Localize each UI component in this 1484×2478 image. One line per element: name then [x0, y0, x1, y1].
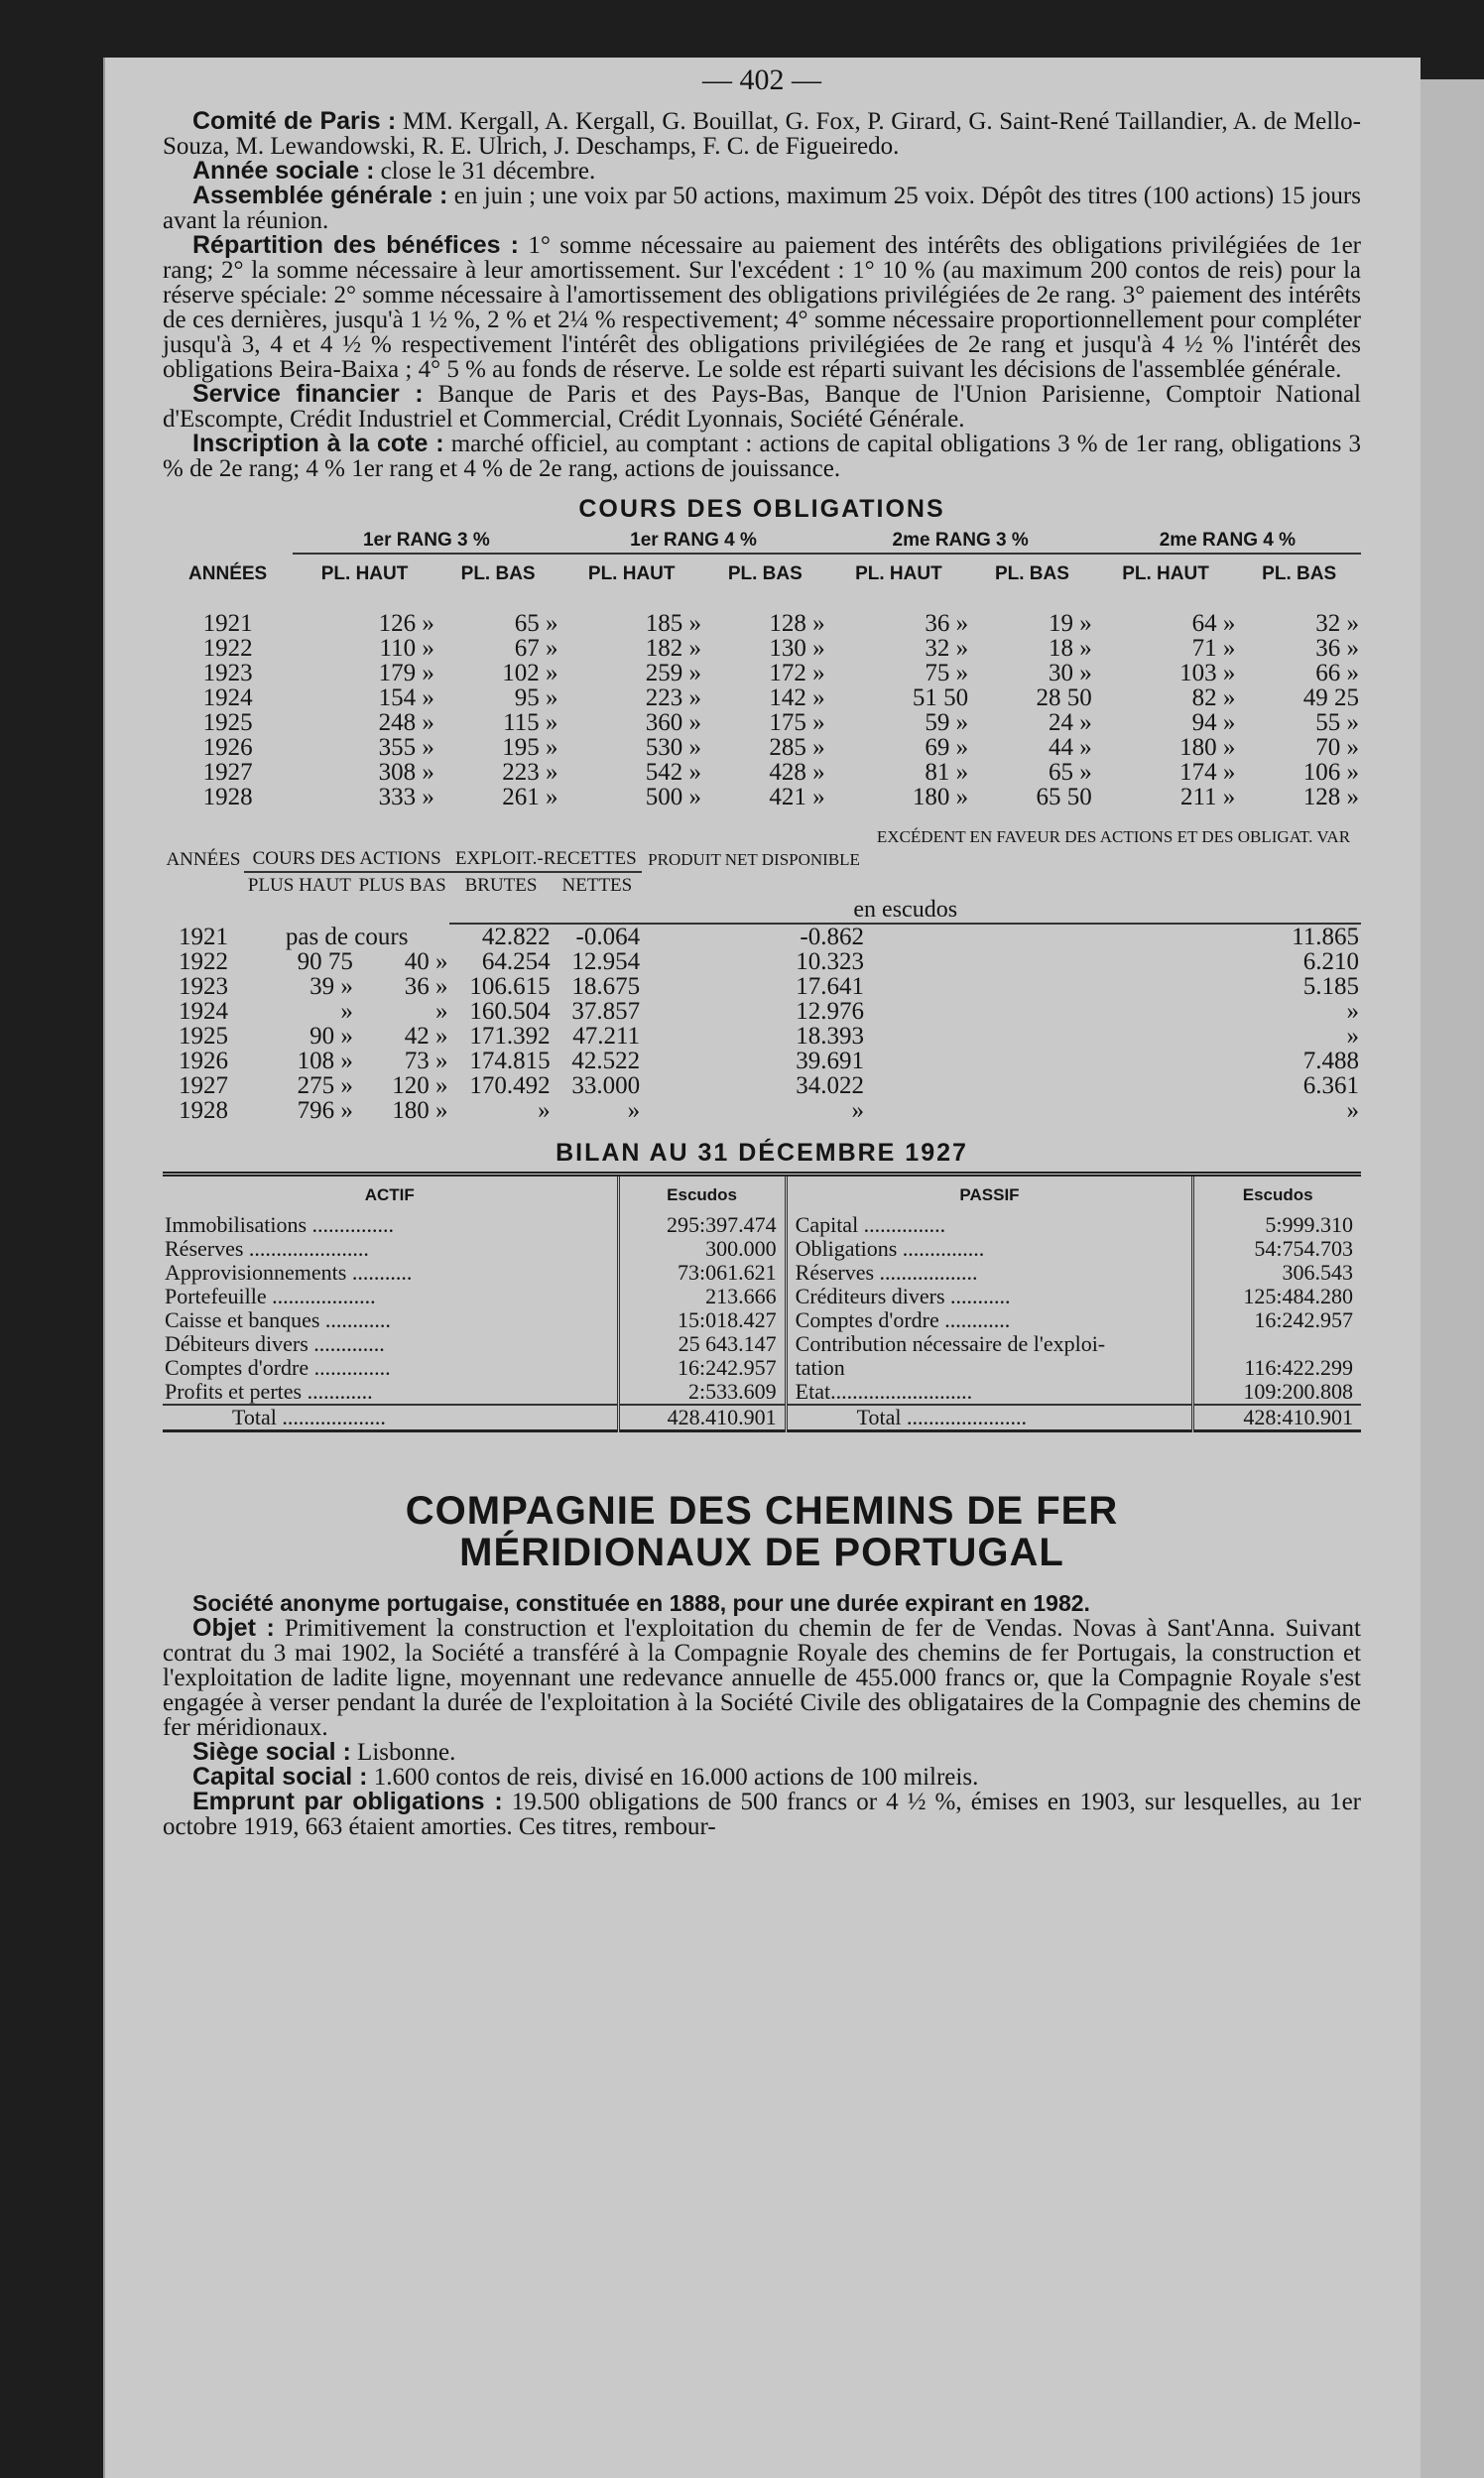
table-cell: 1925 [178, 1023, 228, 1050]
passif-item: Contribution nécessaire de l'exploi- [786, 1332, 1193, 1356]
col-header: PL. BAS [1262, 563, 1337, 584]
table-cell: 36 » [925, 610, 969, 637]
table-cell: 69 » [925, 734, 969, 761]
table-row [163, 1098, 1361, 1123]
excedent-header: EXCÉDENT EN FAVEUR DES ACTIONS ET DES OBLIGAT. VAR [876, 827, 1351, 846]
table-cell: » [340, 998, 353, 1025]
table-cell: 66 » [1315, 660, 1359, 686]
table-cell: 11.865 [1292, 924, 1359, 950]
table-row [163, 1356, 1361, 1380]
table-cell: 18.675 [571, 973, 641, 1000]
table-cell: » [1346, 998, 1359, 1025]
capital-paragraph: Capital social : 1.600 contos de reis, divisé en 16.000 actions de 100 milreis. [192, 1763, 979, 1791]
table-cell: 1928 [178, 1097, 228, 1124]
actif-value: 2:533.609 [618, 1380, 786, 1405]
passif-item: Obligations ............... [786, 1237, 1193, 1261]
table-cell: » [627, 1097, 641, 1124]
table-cell: 73 » [404, 1048, 448, 1074]
table-cell: 1924 [202, 684, 253, 711]
total-value: 428.410.901 [618, 1405, 786, 1431]
table-cell: 7.488 [1302, 1048, 1359, 1074]
col-header: NETTES [561, 875, 633, 896]
table-cell: pas de cours [285, 923, 409, 950]
table-cell: 130 » [769, 635, 825, 662]
actif-header: ACTIF [364, 1185, 415, 1204]
table-row [163, 661, 1361, 685]
table-cell: 33.000 [571, 1072, 641, 1099]
actif-value: 15:018.427 [618, 1308, 786, 1332]
table-cell: 180 » [912, 784, 969, 810]
table-cell: 82 » [1191, 684, 1236, 711]
table-row [163, 1285, 1361, 1308]
col-header: PL. BAS [994, 563, 1069, 584]
table-cell: 106.615 [469, 973, 551, 1000]
table-cell: 32 » [1315, 610, 1359, 637]
table-cell: 67 » [514, 635, 558, 662]
table-cell: 6.210 [1302, 948, 1359, 975]
table-cell: 175 » [769, 709, 825, 736]
table-cell: 1922 [178, 948, 228, 975]
table-row [163, 1380, 1361, 1405]
table-cell: 1926 [178, 1048, 228, 1074]
table-cell: 42 » [404, 1023, 448, 1050]
inscription-paragraph: Inscription à la cote : marché officiel, au comptant : actions de capital obligations 3 % de 1er rang, obligations 3 % de 2e rang; 4 % 1er rang et 4 % de 2e rang, actions de jouissance. [163, 430, 1361, 482]
col-header: PLUS BAS [358, 875, 446, 896]
table-cell: 1925 [202, 709, 253, 736]
table-cell: 94 » [1191, 709, 1236, 736]
table-cell: 1921 [202, 610, 253, 637]
col-header: BRUTES [464, 875, 538, 896]
table-cell: 1928 [202, 784, 253, 810]
actif-value: 16:242.957 [618, 1356, 786, 1380]
bilan-title: BILAN AU 31 DÉCEMBRE 1927 [556, 1139, 968, 1167]
actif-item: Caisse et banques ............ [165, 1307, 391, 1332]
bilan-table [163, 1172, 1361, 1432]
table-cell: 65 » [514, 610, 558, 637]
table-cell: 211 » [1179, 784, 1236, 810]
table-cell: 275 » [297, 1072, 353, 1099]
table-cell: 44 » [1049, 734, 1092, 761]
table-cell: 110 » [379, 635, 434, 662]
table-cell: 59 » [925, 709, 969, 736]
table-cell: 360 » [645, 709, 701, 736]
actif-value: 73:061.621 [618, 1261, 786, 1285]
siege-paragraph: Siège social : Lisbonne. [192, 1738, 456, 1766]
passif-item: Comptes d'ordre ............ [786, 1308, 1193, 1332]
table-cell: 308 » [378, 759, 434, 786]
table-row [163, 735, 1361, 760]
col-header: COURS DES ACTIONS [244, 846, 450, 872]
table-cell: 174 » [1179, 759, 1236, 786]
table-cell: 542 » [645, 759, 701, 786]
escudos-label: en escudos [449, 898, 1361, 924]
col-header: EXPLOIT.-RECETTES [449, 846, 642, 872]
table-cell: 1923 [178, 973, 228, 1000]
escudos-header: Escudos [618, 1175, 786, 1214]
table-cell: 182 » [645, 635, 701, 662]
passif-value: 16:242.957 [1193, 1308, 1361, 1332]
group-header: 1er RANG 3 % [293, 528, 559, 554]
table-cell: 223 » [645, 684, 701, 711]
col-header: ANNÉES [188, 562, 268, 584]
table-cell: 1926 [202, 734, 253, 761]
col-header: ANNÉES [166, 848, 241, 870]
actif-item: Approvisionnements ........... [165, 1260, 413, 1285]
table-cell: 259 » [645, 660, 701, 686]
col-header: PL. HAUT [855, 563, 942, 584]
table-row [163, 924, 1361, 949]
passif-item: Etat.......................... [786, 1380, 1193, 1405]
total-label: Total ...................... [786, 1405, 1193, 1431]
table-cell: 75 » [925, 660, 969, 686]
table-cell: 128 » [1302, 784, 1359, 810]
table-cell: 17.641 [796, 973, 864, 1000]
actif-item: Profits et pertes ............ [165, 1379, 373, 1404]
table-cell: 47.211 [572, 1023, 641, 1050]
passif-header: PASSIF [786, 1175, 1193, 1214]
table-cell: 128 » [769, 610, 825, 637]
actif-item: Immobilisations ............... [165, 1212, 394, 1237]
table-cell: 142 » [769, 684, 825, 711]
table-cell: 172 » [769, 660, 825, 686]
actif-value: 295:397.474 [618, 1213, 786, 1237]
table-cell: 12.954 [571, 948, 641, 975]
group-header: 2me RANG 3 % [827, 528, 1094, 554]
table-cell: 180 » [392, 1097, 448, 1124]
table-cell: 36 » [1315, 635, 1359, 662]
objet-paragraph: Objet : Primitivement la construction et l'exploitation du chemin de fer de Vendas. Novas à Sant'Anna. Suivant contrat du 3 mai 1902, la Société a transféré à la Compagnie Royale des chemins de fer Portugais, la construction et l'exploitation de ladite ligne, moyennant une redevance annuelle de 455.000 francs or, que la Compagnie Royale s'est engagée à verser pendant la durée de l'exploitation à la Société Civile des obligataires de la Compagnie des chemins de fer méridionaux. [163, 1614, 1361, 1741]
table-cell: 49 25 [1302, 684, 1359, 711]
passif-value: 306.543 [1193, 1261, 1361, 1285]
table-cell: 126 » [378, 610, 434, 637]
table-cell: 18.393 [796, 1023, 864, 1050]
table-cell: 115 » [503, 709, 558, 736]
table-cell: 39 » [309, 973, 353, 1000]
table-cell: 90 75 [297, 948, 353, 975]
table-cell: 1922 [202, 635, 253, 662]
passif-item: Réserves .................. [786, 1261, 1193, 1285]
table-cell: 106 » [1302, 759, 1359, 786]
table-row [163, 1049, 1361, 1073]
table-cell: 42.522 [571, 1048, 641, 1074]
table-row [163, 1237, 1361, 1261]
table-cell: 64.254 [481, 948, 551, 975]
table-cell: 185 » [645, 610, 701, 637]
table-cell: 12.976 [796, 998, 864, 1025]
table-cell: 179 » [378, 660, 434, 686]
table-cell: 5.185 [1302, 973, 1359, 1000]
table-row [163, 974, 1361, 999]
passif-item: Créditeurs divers ........... [786, 1285, 1193, 1308]
table-cell: 42.822 [481, 924, 551, 950]
table-cell: 65 » [1049, 759, 1092, 786]
col-header: PL. HAUT [587, 563, 676, 584]
actif-value: 213.666 [618, 1285, 786, 1308]
adjacent-page-edge [1421, 79, 1484, 2478]
col-header: PLUS HAUT [247, 875, 351, 896]
table-cell: 1921 [178, 923, 228, 950]
col-header: PRODUIT NET DISPONIBLE [648, 849, 860, 869]
obligations-table [163, 528, 1361, 809]
obligations-title: COURS DES OBLIGATIONS [578, 495, 945, 523]
company-intro: Société anonyme portugaise, constituée en 1888, pour une durée expirant en 1982. [192, 1590, 1090, 1616]
table-cell: » [851, 1097, 864, 1124]
table-cell: » [434, 998, 448, 1025]
table-cell: 333 » [378, 784, 434, 810]
table-cell: -0.064 [575, 924, 641, 950]
table-cell: 285 » [769, 734, 825, 761]
table-cell: 36 » [404, 973, 448, 1000]
actions-table [163, 827, 1361, 1123]
passif-value: 54:754.703 [1193, 1237, 1361, 1261]
table-cell: 530 » [645, 734, 701, 761]
table-cell: 171.392 [469, 1023, 551, 1050]
table-cell: 180 » [1179, 734, 1236, 761]
actif-value: 25 643.147 [618, 1332, 786, 1356]
table-cell: 108 » [297, 1048, 353, 1074]
table-row [163, 949, 1361, 974]
actif-item: Portefeuille ................... [165, 1284, 376, 1308]
col-header: PL. HAUT [1122, 563, 1209, 584]
page-content [163, 63, 1361, 1839]
table-cell: 428 » [769, 759, 825, 786]
passif-value [1193, 1332, 1361, 1356]
table-cell: 32 » [925, 635, 969, 662]
table-cell: 10.323 [796, 948, 864, 975]
table-cell: 18 » [1049, 635, 1092, 662]
passif-value: 109:200.808 [1193, 1380, 1361, 1405]
table-row [163, 999, 1361, 1024]
table-row [163, 685, 1361, 710]
table-cell: 19 » [1049, 610, 1092, 637]
table-cell: 1927 [178, 1072, 228, 1099]
table-row [163, 636, 1361, 661]
table-cell: 24 » [1049, 709, 1092, 736]
table-cell: 51 50 [912, 684, 969, 711]
table-cell: 120 » [392, 1072, 448, 1099]
table-cell: 90 » [309, 1023, 353, 1050]
table-row [163, 1073, 1361, 1098]
passif-value: 116:422.299 [1193, 1356, 1361, 1380]
table-cell: 71 » [1191, 635, 1236, 662]
group-header: 2me RANG 4 % [1094, 528, 1361, 554]
table-cell: 103 » [1179, 660, 1236, 686]
passif-item: tation [786, 1356, 1193, 1380]
table-row [163, 1261, 1361, 1285]
annee-sociale-paragraph: Année sociale : close le 31 décembre. [192, 157, 596, 185]
table-cell: 64 » [1191, 610, 1236, 637]
table-cell: 34.022 [796, 1072, 864, 1099]
table-cell: 796 » [297, 1097, 353, 1124]
table-cell: 154 » [378, 684, 434, 711]
table-cell: -0.862 [800, 924, 864, 950]
table-row [163, 1213, 1361, 1237]
table-cell: 1927 [202, 759, 253, 786]
total-value: 428:410.901 [1193, 1405, 1361, 1431]
table-row [163, 1332, 1361, 1356]
actif-item: Réserves ...................... [165, 1236, 369, 1261]
table-cell: 37.857 [571, 998, 641, 1025]
table-cell: 70 » [1315, 734, 1359, 761]
actif-value: 300.000 [618, 1237, 786, 1261]
table-cell: » [538, 1097, 551, 1124]
repartition-paragraph: Répartition des bénéfices : 1° somme nécessaire au paiement des intérêts des obligations privilégiées de 1er rang; 2° la somme nécessaire à leur amortissement. Sur l'excédent : 1° 10 % (au maximum 200 contos de reis) pour la réserve spéciale: 2° somme nécessaire à l'amortissement des obligations privilégiées de 2e rang. 3° paiement des intérêts de ces dernières, jusqu'à 1 ½ %, 2 % et 2¼ % respectivement; 4° somme nécessaire proportionnellement pour compléter jusqu'à 3, 4 et 4 ½ % respectivement l'intérêt des obligations privilégiées de 2e rang et jusqu'à 4 ½ % l'intérêt des obligations Beira-Baixa ; 4° 5 % au fonds de réserve. Le solde est réparti suivant les décisions de l'assemblée générale. [163, 231, 1361, 383]
table-cell: 500 » [645, 784, 701, 810]
group-header: 1er RANG 4 % [559, 528, 826, 554]
actif-item: Comptes d'ordre .............. [165, 1355, 391, 1380]
passif-item: Capital ............... [786, 1213, 1193, 1237]
table-row [163, 1024, 1361, 1049]
table-cell: 102 » [502, 660, 558, 686]
assemblee-paragraph: Assemblée générale : en juin ; une voix par 50 actions, maximum 25 voix. Dépôt des titres (100 actions) 15 jours avant la réunion. [163, 182, 1361, 234]
table-cell: 1923 [202, 660, 253, 686]
total-label: Total ................... [163, 1405, 618, 1431]
col-header: PL. BAS [727, 563, 803, 584]
table-cell: 261 » [502, 784, 558, 810]
comite-paragraph: Comité de Paris : MM. Kergall, A. Kergall, G. Bouillat, G. Fox, P. Girard, G. Saint-René Taillandier, A. de Mello-Souza, M. Lewandowski, R. E. Ulrich, J. Deschamps, F. C. de Figueiredo. [163, 107, 1361, 160]
table-row [163, 611, 1361, 636]
table-cell: 248 » [378, 709, 434, 736]
table-cell: 195 » [502, 734, 558, 761]
table-cell: » [1346, 1023, 1359, 1050]
passif-value: 5:999.310 [1193, 1213, 1361, 1237]
table-row [163, 760, 1361, 785]
col-header: PL. BAS [460, 563, 536, 584]
col-header: PL. HAUT [320, 563, 409, 584]
table-row [163, 710, 1361, 735]
table-cell: 81 » [925, 759, 969, 786]
table-cell: 28 50 [1036, 684, 1092, 711]
service-financier-paragraph: Service financier : Banque de Paris et des Pays-Bas, Banque de l'Union Parisienne, Comptoir National d'Escompte, Crédit Industriel et Commercial, Crédit Lyonnais, Société Générale. [163, 380, 1361, 433]
table-row [163, 1308, 1361, 1332]
page-number: — 402 — [702, 63, 821, 96]
table-cell: 355 » [378, 734, 434, 761]
table-cell: 223 » [502, 759, 558, 786]
table-cell: » [1346, 1097, 1359, 1124]
actif-item: Débiteurs divers ............. [165, 1331, 385, 1356]
table-cell: 160.504 [469, 998, 551, 1025]
table-cell: 174.815 [469, 1048, 551, 1074]
passif-value: 125:484.280 [1193, 1285, 1361, 1308]
company-title: COMPAGNIE DES CHEMINS DE FER MÉRIDIONAUX DE PORTUGAL [405, 1489, 1119, 1574]
table-cell: 39.691 [796, 1048, 864, 1074]
table-cell: 40 » [404, 948, 448, 975]
table-cell: 1924 [178, 998, 228, 1025]
table-cell: 170.492 [469, 1072, 551, 1099]
emprunt-paragraph: Emprunt par obligations : 19.500 obligations de 500 francs or 4 ½ %, émises en 1903, sur lesquelles, au 1er octobre 1919, 663 étaient amorties. Ces titres, rembour- [163, 1788, 1361, 1840]
table-cell: 95 » [514, 684, 558, 711]
table-cell: 55 » [1315, 709, 1359, 736]
table-cell: 30 » [1049, 660, 1092, 686]
escudos-header: Escudos [1193, 1175, 1361, 1214]
table-cell: 65 50 [1036, 784, 1092, 810]
table-row [163, 785, 1361, 809]
table-cell: 421 » [769, 784, 825, 810]
table-cell: 6.361 [1302, 1072, 1359, 1099]
